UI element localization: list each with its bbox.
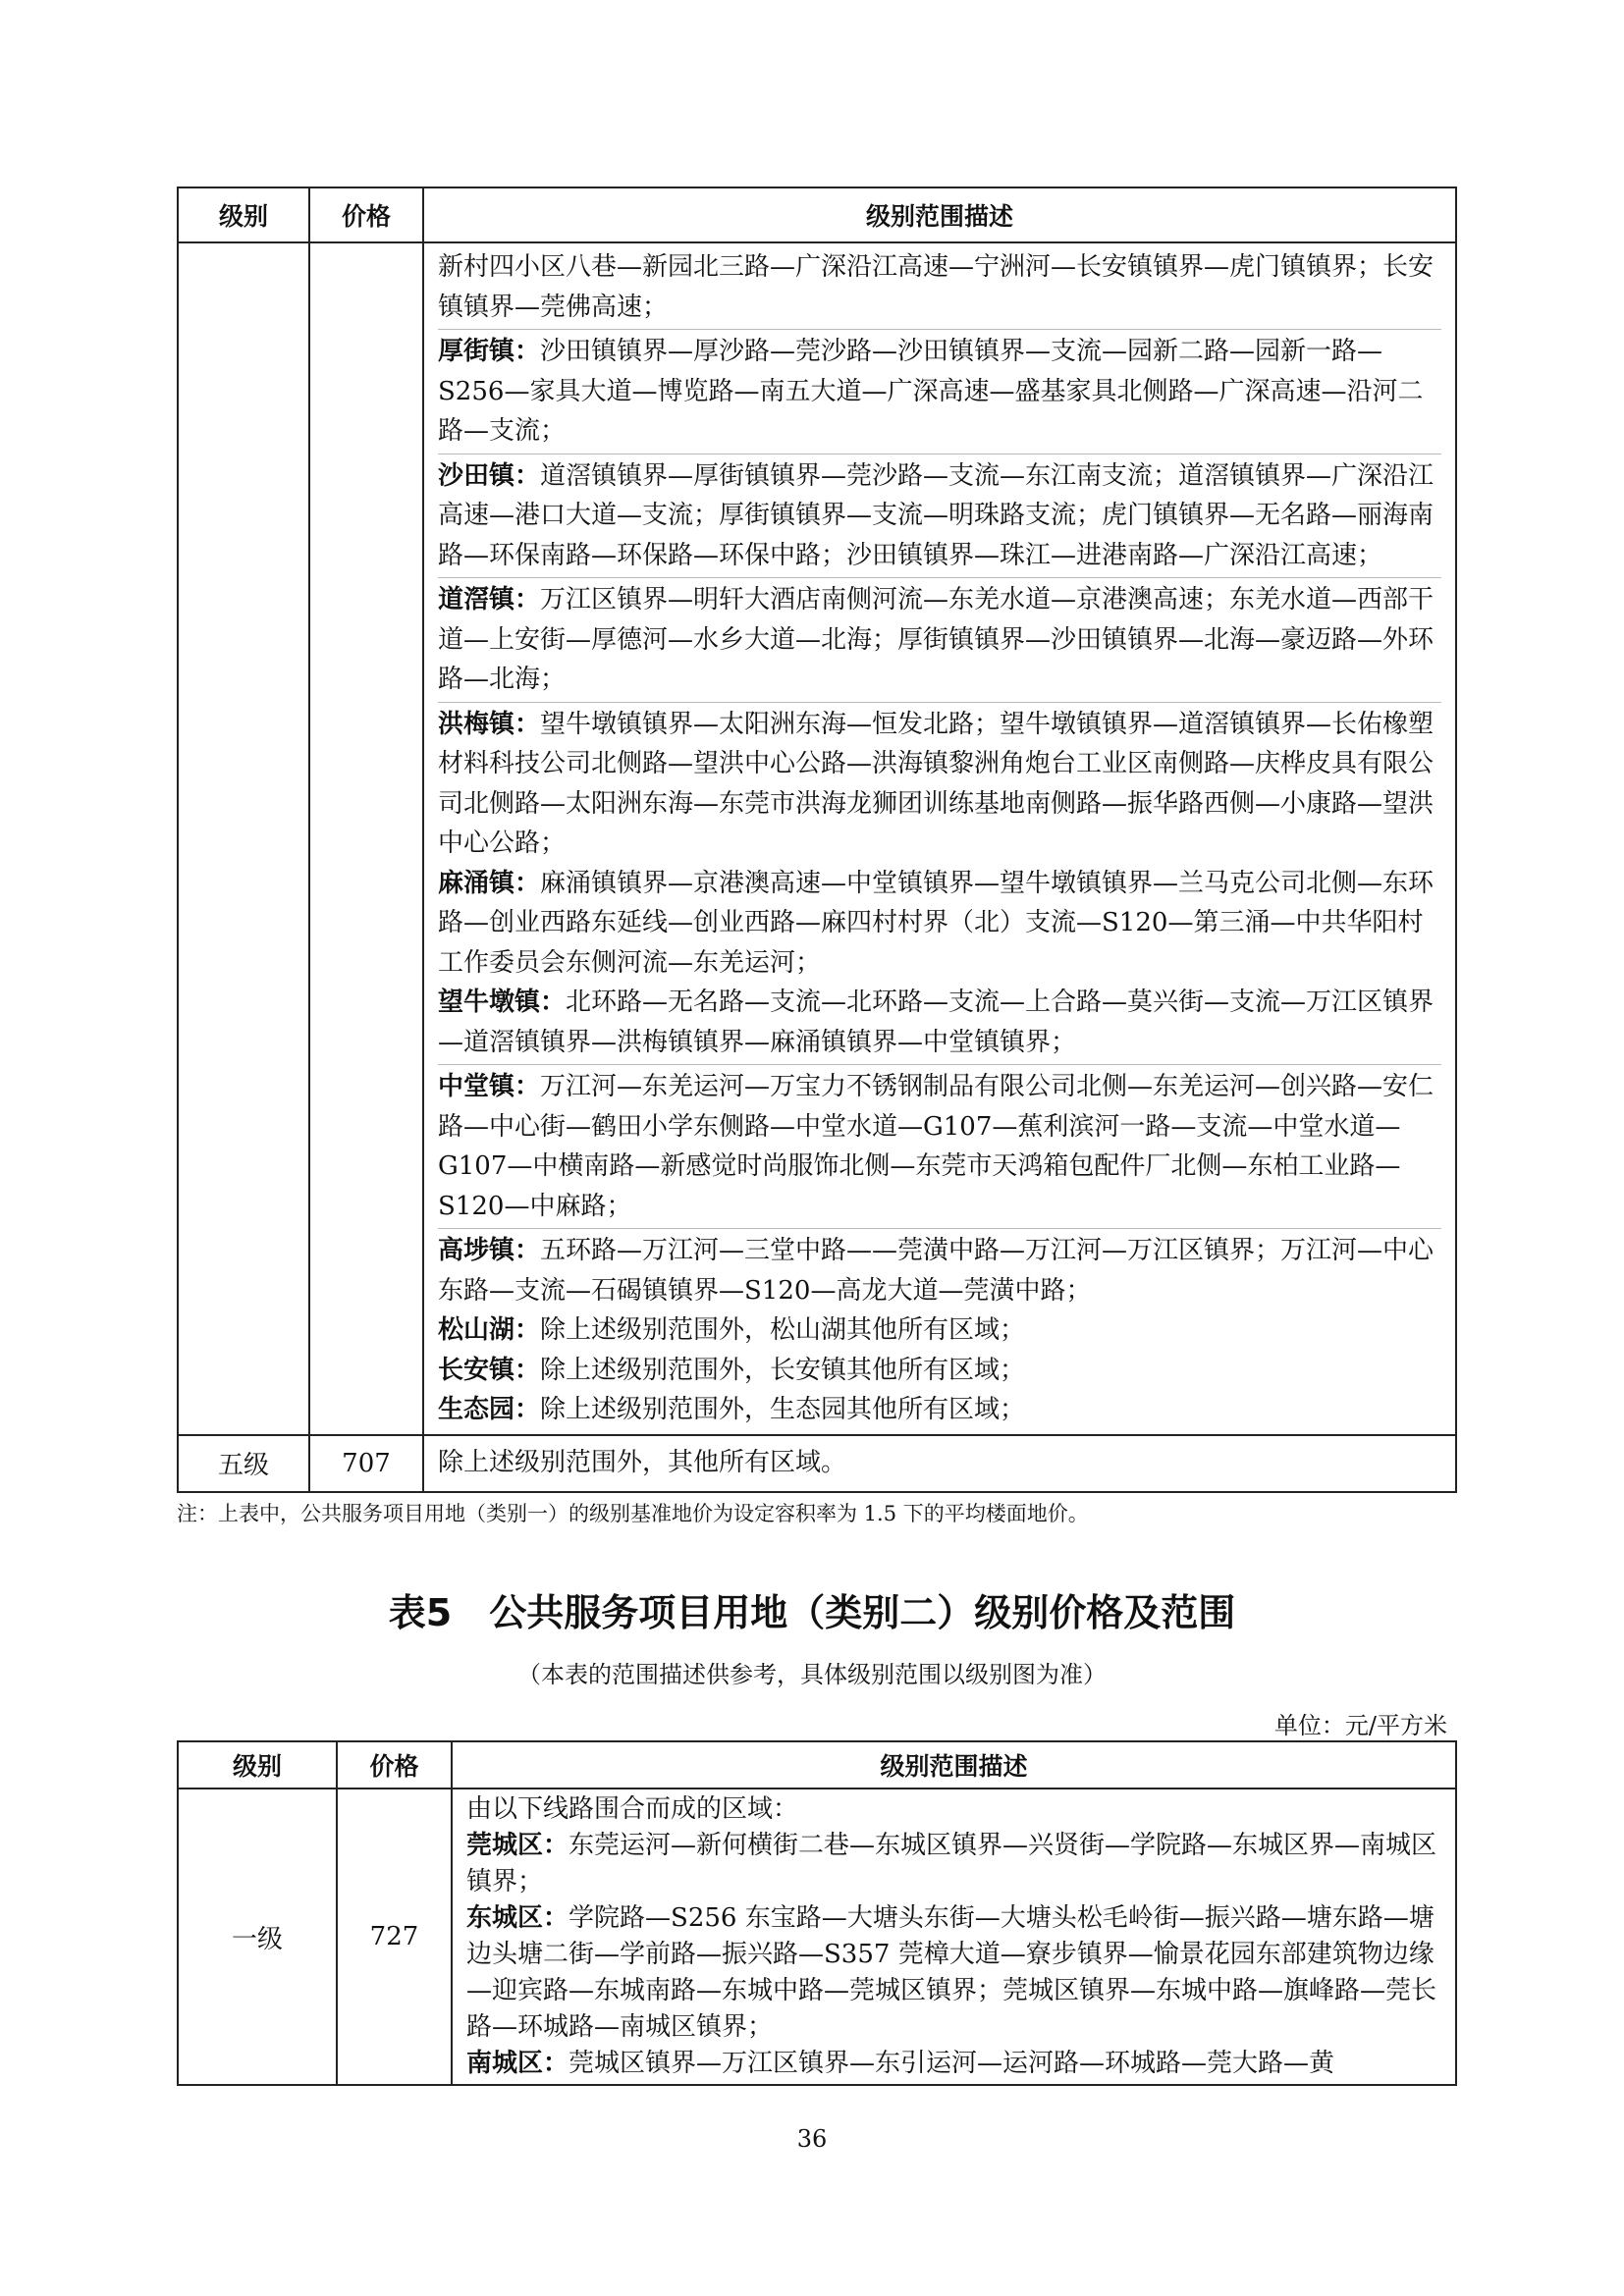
town-range-text: 麻涌镇镇界—京港澳高速—中堂镇镇界—望牛墩镇镇界—兰马克公司北侧—东环路—创业西路东延线—创业西路—麻四村村界（北）支流—S120—第三涌—中共华阳村工作委员会东侧河流—东羌运河； <box>438 868 1435 978</box>
town-label: 厚街镇： <box>438 337 541 366</box>
town-range-text: 望牛墩镇镇界—太阳洲东海—恒发北路；望牛墩镇镇界—道滘镇镇界—长佑橡塑材料科技公司北侧路—望洪中心公路—洪海镇黎洲角炮台工业区南侧路—庆桦皮具有限公司北侧路—太阳洲东海—东莞市洪海龙狮团训练基地南侧路—振华路西侧—小康路—望洪中心公路； <box>438 709 1435 858</box>
description-line <box>438 1067 1441 1226</box>
town-label: 麻涌镇： <box>438 868 541 898</box>
town-range-text: 万江河—东羌运河—万宝力不锈钢制品有限公司北侧—东羌运河—创兴路—安仁路—中心街—鹤田小学东侧路—中堂水道—G107—蕉利滨河一路—支流—中堂水道—G107—中横南路—新感觉时尚服饰北侧—东莞市天鸿箱包配件厂北侧—东柏工业路—S120—中麻路； <box>438 1072 1435 1221</box>
table-row <box>178 1435 1456 1492</box>
description-line <box>466 1791 1441 1828</box>
town-range-text: 五环路—万江河—三堂中路——莞潢中路—万江河—万江区镇界；万江河—中心东路—支流—石碣镇镇界—S120—高龙大道—莞潢中路； <box>438 1236 1435 1306</box>
description-cell <box>452 1789 1456 2085</box>
town-label: 松山湖： <box>438 1315 541 1345</box>
header-level: 级别 <box>178 187 309 242</box>
town-range-text: 除上述级别范围外，松山湖其他所有区域； <box>540 1315 1026 1345</box>
description-line <box>438 580 1441 700</box>
description-line <box>438 1310 1441 1351</box>
town-label: 中堂镇： <box>438 1072 541 1101</box>
table-row <box>178 242 1456 1435</box>
description-line <box>438 332 1441 452</box>
description-line <box>438 705 1441 864</box>
table-header-row <box>178 1741 1456 1789</box>
description-line <box>438 1351 1441 1391</box>
unit-label: 单位：元/平方米 <box>1273 1712 1447 1739</box>
price-cell: 707 <box>309 1435 423 1492</box>
price-cell <box>309 242 423 1435</box>
town-range-text: 北环路—无名路—支流—北环路—支流—上合路—莫兴街—支流—万江区镇界—道滘镇镇界—洪梅镇镇界—麻涌镇镇界—中堂镇镇界； <box>438 988 1435 1057</box>
table-title: 表5 公共服务项目用地（类别二）级别价格及范围 <box>388 1591 1236 1634</box>
town-range-text: 东莞运河—新何横街二巷—东城区镇界—兴贤街—学院路—东城区界—南城区镇界； <box>466 1831 1437 1896</box>
town-range-text: 学院路—S256 东宝路—大塘头东街—大塘头松毛岭街—振兴路—塘东路—塘边头塘二街—学前路—振兴路—S357 莞樟大道—寮步镇界—愉景花园东部建筑物边缘—迎宾路—东城南路—东城中路—莞城区镇界；莞城区镇界—东城中路—旗峰路—莞长路—环城路—南城区镇界； <box>466 1903 1437 2042</box>
town-range-text: 由以下线路围合而成的区域： <box>466 1794 799 1824</box>
description-line <box>438 864 1441 984</box>
town-range-text: 沙田镇镇界—厚沙路—莞沙路—沙田镇镇界—支流—园新二路—园新一路—S256—家具大道—博览路—南五大道—广深高速—盛基家具北侧路—广深高速—沿河二路—支流； <box>438 337 1424 446</box>
town-label: 望牛墩镇： <box>438 988 567 1017</box>
description-line <box>466 2046 1441 2082</box>
town-label: 沙田镇： <box>438 460 541 491</box>
description-line <box>438 983 1441 1062</box>
header-price: 价格 <box>337 1741 452 1789</box>
town-label: 道滘镇： <box>438 585 541 614</box>
description-line <box>466 1828 1441 1900</box>
table-note: 注：上表中，公共服务项目用地（类别一）的级别基准地价为设定容积率为 1.5 下的平均楼面地价。 <box>177 1502 1089 1525</box>
description-line <box>466 1900 1441 2046</box>
header-level: 级别 <box>178 1741 337 1789</box>
description-line <box>438 1231 1441 1310</box>
description-cell <box>423 242 1456 1435</box>
town-range-text: 道滘镇镇界—厚街镇镇界—莞沙路—支流—东江南支流；道滘镇镇界—广深沿江高速—港口大道—支流；厚街镇镇界—支流—明珠路支流；虎门镇镇界—无名路—丽海南路—环保南路—环保路—环保中路；沙田镇镇界—珠江—进港南路—广深沿江高速； <box>438 460 1435 570</box>
table-subtitle: （本表的范围描述供参考，具体级别范围以级别图为准） <box>517 1661 1107 1688</box>
town-range-text: 除上述级别范围外，生态园其他所有区域； <box>540 1395 1026 1424</box>
town-label: 东城区： <box>466 1903 569 1933</box>
town-label: 洪梅镇： <box>438 709 541 739</box>
town-label: 南城区： <box>466 2049 569 2078</box>
town-range-text: 万江区镇界—明轩大酒店南侧河流—东羌水道—京港澳高速；东羌水道—西部干道—上安街—厚德河—水乡大道—北海；厚街镇镇界—沙田镇镇界—北海—豪迈路—外环路—北海； <box>438 585 1435 694</box>
town-label: 生态园： <box>438 1395 541 1424</box>
level-cell: 一级 <box>178 1789 337 2085</box>
price-cell: 727 <box>337 1789 452 2085</box>
town-label: 高埗镇： <box>438 1236 541 1265</box>
header-price: 价格 <box>309 187 423 242</box>
header-description: 级别范围描述 <box>423 187 1456 242</box>
town-range-text: 莞城区镇界—万江区镇界—东引运河—运河路—环城路—莞大路—黄 <box>568 2049 1335 2078</box>
table-header-row <box>178 187 1456 242</box>
description-line <box>438 1390 1441 1430</box>
town-range-text: 除上述级别范围外，长安镇其他所有区域； <box>540 1355 1026 1385</box>
town-label: 长安镇： <box>438 1355 541 1385</box>
table-row <box>178 1789 1456 2085</box>
level-cell <box>178 242 309 1435</box>
town-label: 莞城区： <box>466 1831 569 1860</box>
header-description: 级别范围描述 <box>452 1741 1456 1789</box>
range-table-5 <box>177 1740 1457 2086</box>
description-line <box>438 247 1441 327</box>
level-cell: 五级 <box>178 1435 309 1492</box>
range-table-continued <box>177 187 1457 1493</box>
town-range-text: 新村四小区八巷—新园北三路—广深沿江高速—宁洲河—长安镇镇界—虎门镇镇界；长安镇镇界—莞佛高速； <box>438 252 1435 322</box>
description-cell: 除上述级别范围外，其他所有区域。 <box>423 1435 1456 1492</box>
page-number: 36 <box>796 2125 828 2153</box>
description-line <box>438 456 1441 576</box>
